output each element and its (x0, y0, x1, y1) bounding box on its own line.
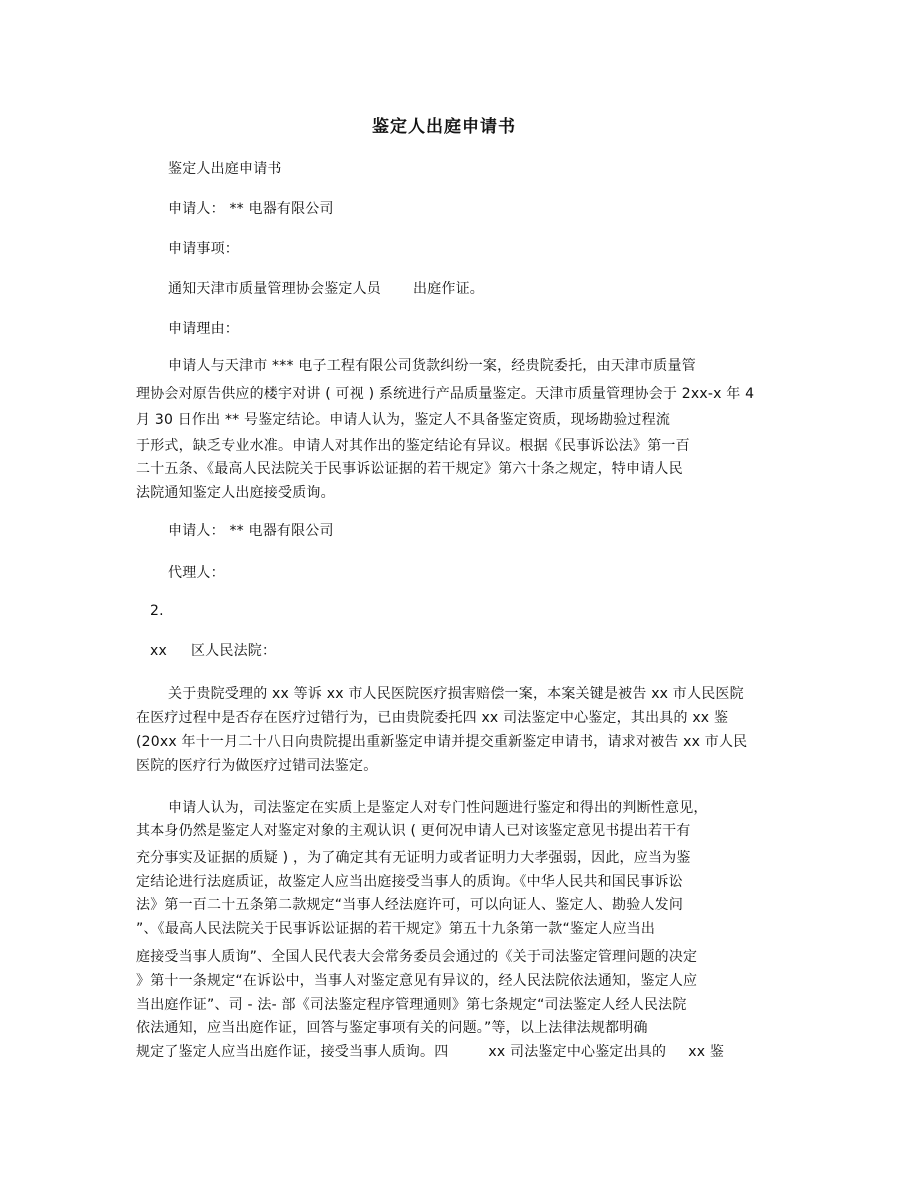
reason-line: 月 30 日作出 ** 号鉴定结论。申请人认为，鉴定人不具备鉴定资质，现场勘验过程流 (136, 412, 671, 428)
para2-line: 充分事实及证据的质疑 ) ，为了确定其有无证明力或者证明力大孝强弱，因此，应当为鉴 (136, 850, 691, 866)
reason-line: 于形式，缺乏专业水准。申请人对其作出的鉴定结论有异议。根据《民事诉讼法》第一百 (136, 438, 690, 454)
document-title: 鉴定人出庭申请书 (372, 117, 516, 137)
para2-line: 庭接受当事人质询”、全国人民代表大会常务委员会通过的《关于司法鉴定管理问题的决定 (136, 949, 698, 965)
last-line-a: 规定了鉴定人应当出庭作证，接受当事人质询。四 (136, 1044, 449, 1060)
agent-line: 代理人： (168, 565, 225, 581)
para2-last-line (136, 1043, 724, 1061)
section-heading: 鉴定人出庭申请书 (168, 161, 282, 177)
reason-line: 二十五条、《最高人民法院关于民事诉讼证据的若干规定》第六十条之规定，特申请人民 (136, 461, 683, 477)
reason-line: 申请人与天津市 *** 电子工程有限公司货款纠纷一案，经贵院委托，由天津市质量管 (168, 358, 696, 374)
para1-line: 在医疗过程中是否存在医疗过错行为，已由贵院委托四 xx 司法鉴定中心鉴定，其出具的 xx 鉴 (136, 710, 729, 726)
signature-applicant: 申请人： ** 电器有限公司 (168, 523, 334, 539)
para2-line: 法》第一百二十五条第二款规定“当事人经法庭许可，可以向证人、鉴定人、勘验人发问 (136, 897, 684, 913)
reason-line: 法院通知鉴定人出庭接受质询。 (136, 485, 335, 501)
reason-label: 申请理由： (168, 321, 239, 337)
matter-text (168, 280, 484, 298)
reason-line: 理协会对原告供应的楼宇对讲 ( 可视 ) 系统进行产品质量鉴定。天津市质量管理协会于 2xx-x 年 4 (136, 386, 755, 402)
last-line-b: xx 司法鉴定中心鉴定出具的 (488, 1044, 667, 1060)
para2-line: 》第十一条规定“在诉讼中，当事人对鉴定意见有异议的，经人民法院依法通知，鉴定人应 (136, 973, 698, 989)
para2-line: 定结论进行法庭质证，故鉴定人应当出庭接受当事人的质询。《中华人民共和国民事诉讼 (136, 874, 683, 890)
para2-line: 申请人认为，司法鉴定在实质上是鉴定人对专门性问题进行鉴定和得出的判断性意见， (168, 800, 708, 816)
addressee-a: xx (150, 643, 167, 659)
para1-line: 关于贵院受理的 xx 等诉 xx 市人民医院医疗损害赔偿一案，本案关键是被告 xx 市人民医院 (168, 686, 744, 702)
para1-line: 医院的医疗行为做医疗过错司法鉴定。 (136, 758, 378, 774)
section-number: 2. (150, 603, 164, 619)
addressee-b: 区人民法院： (190, 643, 277, 659)
para2-line: 当出庭作证”、司 - 法- 部《司法鉴定程序管理通则》第七条规定“司法鉴定人经人民法院 (136, 997, 687, 1013)
last-line-c: xx 鉴 (688, 1044, 725, 1060)
matter-text-a: 通知天津市质量管理协会鉴定人员 (168, 281, 381, 297)
matter-text-b: 出庭作证。 (413, 281, 484, 297)
matter-label: 申请事项： (168, 241, 239, 257)
addressee-line (150, 642, 276, 660)
para1-line: (20xx 年十一月二十八日向贵院提出重新鉴定申请并提交重新鉴定申请书，请求对被告 xx 市人民 (136, 734, 748, 750)
para2-line: ”、《最高人民法院关于民事诉讼证据的若干规定》第五十九条第一款“鉴定人应当出 (136, 921, 656, 937)
para2-line: 其本身仍然是鉴定人对鉴定对象的主观认识 ( 更何况申请人已对该鉴定意见书提出若干有 (136, 823, 691, 839)
applicant-line: 申请人： ** 电器有限公司 (168, 201, 334, 217)
para2-line: 依法通知，应当出庭作证，回答与鉴定事项有关的问题。”等，以上法律法规都明确 (136, 1020, 648, 1036)
